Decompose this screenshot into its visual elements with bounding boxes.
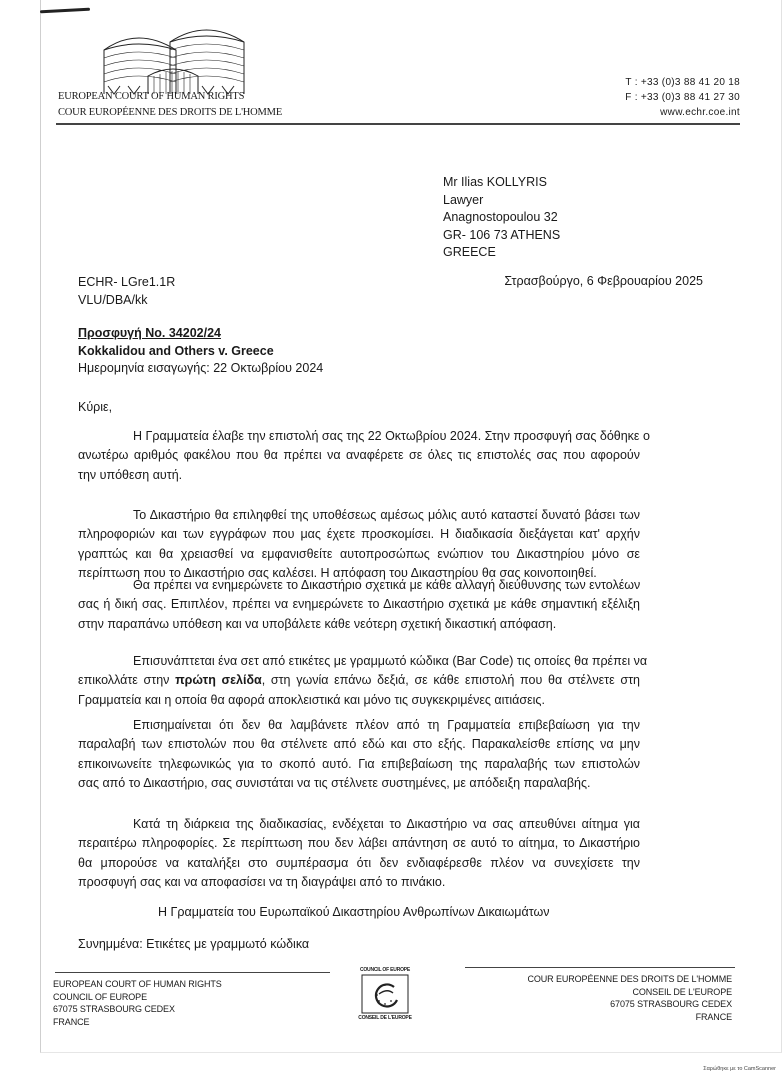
council-of-europe-logo [352,967,418,1021]
footer-line: FRANCE [53,1016,90,1027]
text-line: Θα πρέπει να ενημερώνετε το Δικαστήριο σχετικά με κάθε αλλαγή διεύθυνσης των εντολέων [133,578,641,592]
phone: T : +33 (0)3 88 41 20 18 [625,77,740,88]
salutation: Κύριε, [78,400,113,414]
text-line: την υπόθεση αυτή. [78,467,183,482]
footer-line: COUNCIL OF EUROPE [53,991,147,1002]
recipient-address [443,174,560,262]
logo-caption-top: COUNCIL OF EUROPE [359,967,411,973]
application-number: Προσφυγή No. 34202/24 [78,326,221,340]
footer-rule-left [55,972,330,973]
fax: F : +33 (0)3 88 41 27 30 [625,92,740,103]
paragraph-3 [78,576,640,634]
text-line: στην παραπάνω υπόθεση και να υποβάλετε κάθε νεότερη σχετική δικαστική απόφαση. [78,616,557,631]
footer-line: 67075 STRASBOURG CEDEX [53,1004,175,1014]
text-line: προσφυγή σας και να αποφασίσει να τη διαγράψει από το πινάκιο. [78,874,446,889]
recipient-street: Anagnostopoulou 32 [443,210,558,224]
website: www.echr.coe.int [660,107,740,118]
council-of-europe-emblem-icon [361,974,409,1014]
paragraph-2 [78,506,640,583]
reference-code: ECHR- LGre1.1R [78,275,176,289]
text-line: Επισημαίνεται ότι δεν θα λαμβάνετε πλέον από τη Γραμματεία επιβεβαίωση για την [133,718,640,732]
text-line: Γραμματεία και η οποία θα αφορά αποκλειστικά και μόνο τις συγκεκριμένες αιτιάσεις. [78,692,545,707]
paragraph-1 [78,427,650,485]
place-date: Στρασβούργο, 6 Φεβρουαρίου 2025 [504,274,703,288]
text-line: περίπτωση που το Δικαστήριο σας καλέσει. Η απόφαση του Δικαστηρίου θα σας κοινοποιηθεί. [78,565,597,580]
text-line: περαιτέρω πληροφορίες. Σε περίπτωση που δεν λάβει απάντηση σε αυτό το αίτημα, το Δικαστήριο [78,836,640,851]
text-line: επικοινωνείτε τηλεφωνικώς για το σκοπό αυτό. Για επιβεβαίωση της παραλαβής των επιστολών [78,756,640,771]
text-segment: επικολλάτε στην [78,673,176,688]
paragraph-5 [78,716,640,793]
text-line [78,671,640,690]
text-line: ανωτέρω αριθμός φακέλου που θα πρέπει να αναφέρετε σε όλες τις επιστολές σας που αφορούν [78,448,640,463]
text-line: Κατά τη διάρκεια της διαδικασίας, ενδέχεται το Δικαστήριο να σας απευθύνει αίτημα για [133,817,640,831]
footer-line: 67075 STRASBOURG CEDEX [610,999,732,1009]
text-line: θα μπορούσε να καταλήξει στο συμπέρασμα ότι δεν ενδιαφέρεσθε πλέον να συνεχίσετε την [78,855,640,870]
court-building-logo [98,24,248,96]
recipient-name: Mr Ilias KOLLYRIS [443,175,547,189]
text-line: πληροφοριών και των εγγράφων που μας έχετε προσκομίσει. Η διαδικασία διεξάγεται κατ' αρχήν [78,527,640,542]
text-line: Το Δικαστήριο θα επιληφθεί της υποθέσεως αμέσως μόλις αυτό καταστεί δυνατό βάσει των [133,508,640,522]
case-name: Kokkalidou and Others v. Greece [78,343,274,358]
paragraph-4 [78,652,648,710]
reference-block [78,274,175,309]
footer-line: FRANCE [695,1011,732,1022]
text-line: γραπτώς και θα χρειασθεί να εμφανισθείτε αυτοπροσώπως ενώπιον του Δικαστηρίου μόνο σε [78,546,640,561]
footer-rule-right [465,967,735,968]
paragraph-6 [78,815,640,892]
court-name-fr: COUR EUROPÉENNE DES DROITS DE L'HOMME [58,107,283,118]
case-block [78,325,323,378]
recipient-city: GR- 106 73 ATHENS [443,227,561,242]
footer-right-address [527,973,732,1023]
court-name-en: EUROPEAN COURT OF HUMAN RIGHTS [58,91,245,102]
footer-left-address [53,978,222,1028]
footer-line: EUROPEAN COURT OF HUMAN RIGHTS [53,979,222,989]
recipient-title: Lawyer [443,192,484,207]
enclosure: Συνημμένα: Ετικέτες με γραμμωτό κώδικα [78,937,310,951]
text-segment: , στη γωνία επάνω δεξιά, σε κάθε επιστολή που θα στέλνετε στη [261,673,641,688]
recipient-country: GREECE [443,245,496,259]
reference-initials: VLU/DBA/kk [78,292,148,307]
logo-caption-bottom: CONSEIL DE L'EUROPE [358,1015,412,1021]
text-line: Η Γραμματεία έλαβε την επιστολή σας της 22 Οκτωβρίου 2024. Στην προσφυγή σας δόθηκε ο [133,429,650,443]
signature: Η Γραμματεία του Ευρωπαϊκού Δικαστηρίου Ανθρωπίνων Δικαιωμάτων [158,905,550,919]
footer-line: CONSEIL DE L'EUROPE [632,986,732,997]
text-line: Επισυνάπτεται ένα σετ από ετικέτες με γραμμωτό κώδικα (Bar Code) τις οποίες θα πρέπει να [133,654,648,668]
header-rule [56,123,740,125]
text-line: σας ή δική σας. Επιπλέον, πρέπει να ενημερώνετε το Δικαστήριο σχετικά με κάθε σημαντική εξέλιξη [78,597,640,612]
emphasis-first-page: πρώτη σελίδα [175,673,262,688]
introduction-date: Ημερομηνία εισαγωγής: 22 Οκτωβρίου 2024 [78,361,324,375]
text-line: παραλαβή των επιστολών που θα στέλνετε από εδώ και στο εξής. Παρακαλείσθε επίσης να μην [78,737,640,752]
text-line: σας από το Δικαστήριο, σας συνιστάται να τις στέλνετε συστημένες, με απόδειξη παραλαβής. [78,775,591,790]
scanner-note: Σαρώθηκε με το CamScanner [703,1066,776,1072]
footer-line: COUR EUROPÉENNE DES DROITS DE L'HOMME [527,974,732,984]
